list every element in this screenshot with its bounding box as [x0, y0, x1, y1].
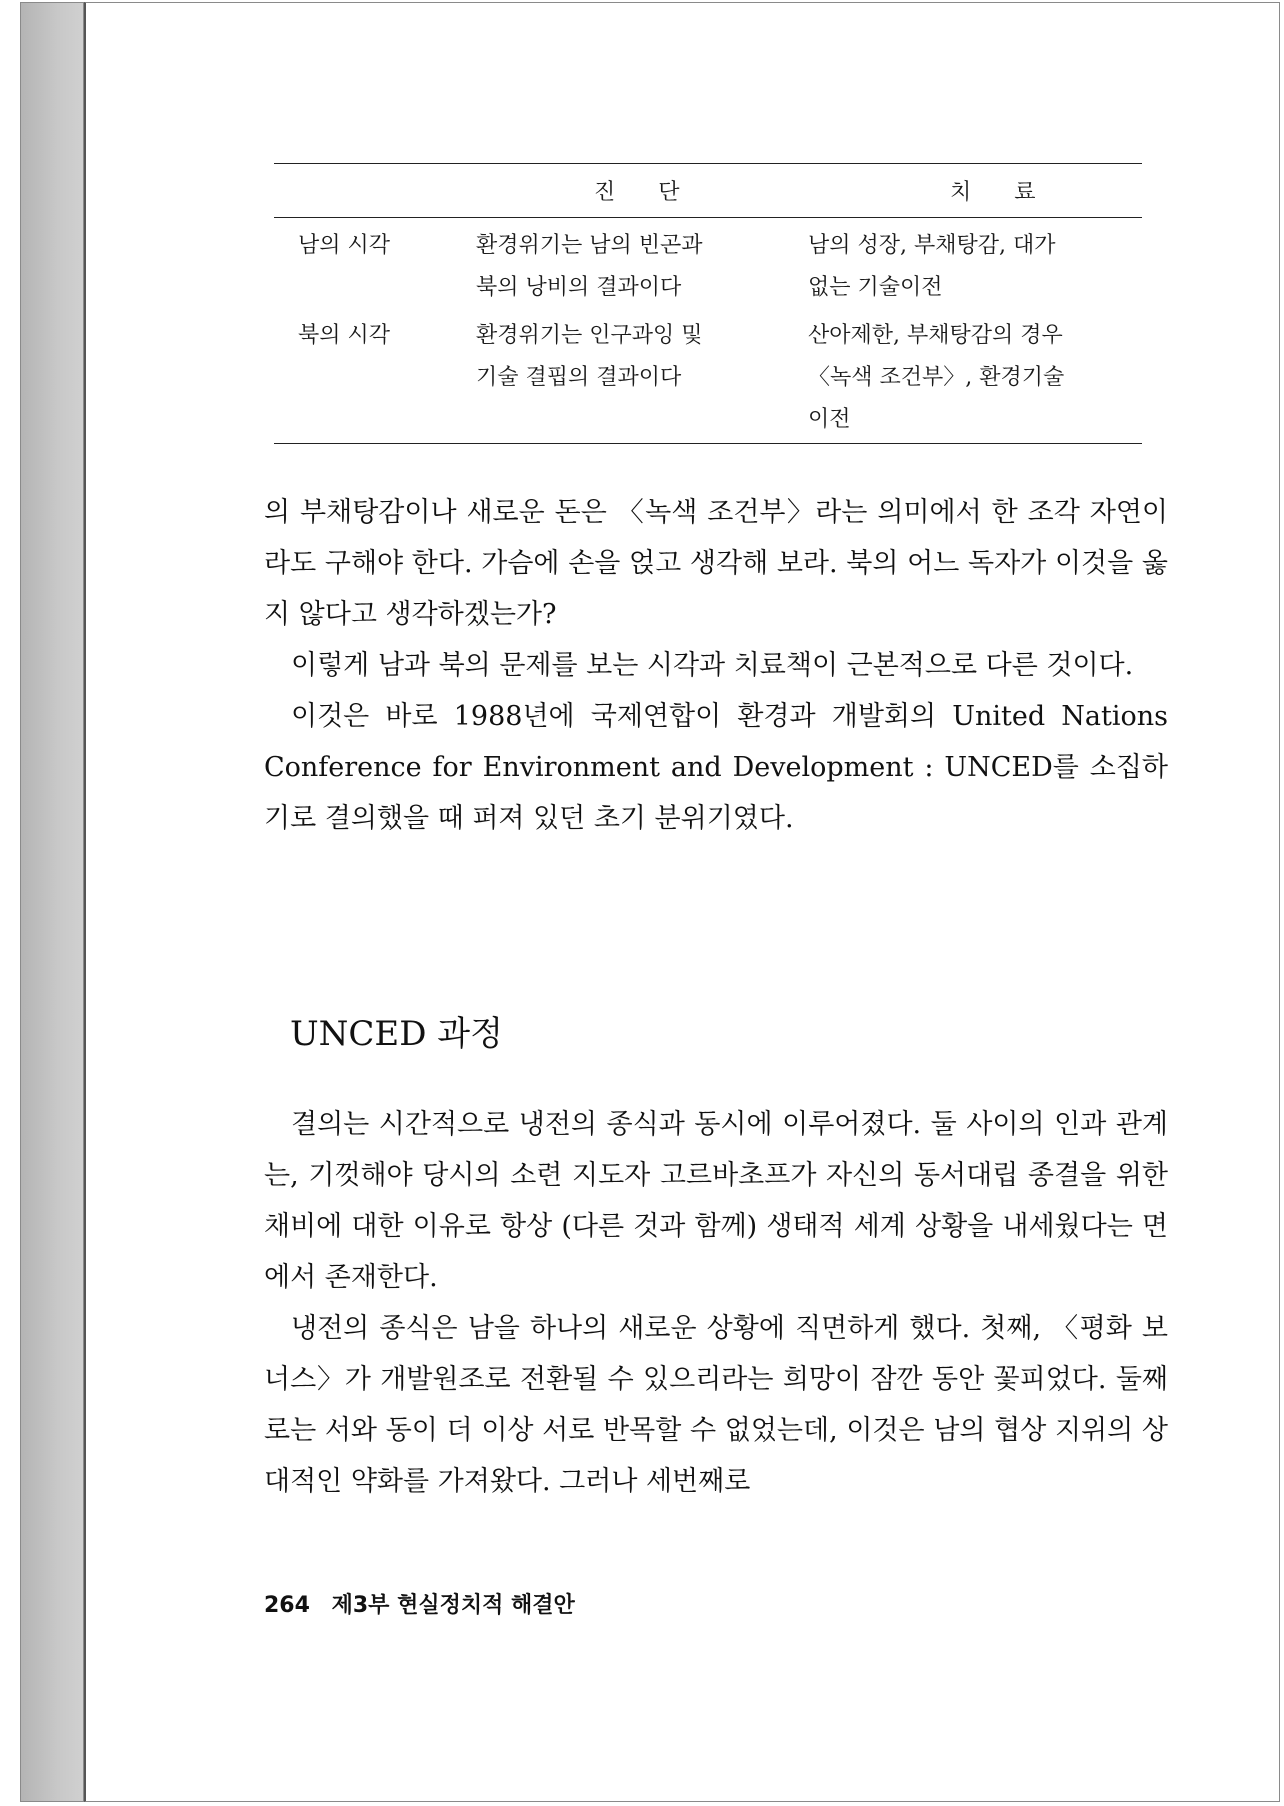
paragraph: 이렇게 남과 북의 문제를 보는 시각과 치료책이 근본적으로 다른 것이다. — [291, 650, 1134, 681]
body-text-section — [264, 1099, 1168, 1507]
table-cell-line: 기술 결핍의 결과이다 — [476, 365, 682, 390]
table-header-rule — [274, 217, 1142, 218]
section-heading: UNCED 과정 — [290, 1014, 503, 1054]
table-cell-line: 이전 — [808, 407, 851, 432]
running-title: 제3부 현실정치적 해결안 — [331, 1593, 575, 1618]
table-bottom-rule — [274, 443, 1142, 444]
table-cell-line: 환경위기는 인구과잉 및 — [476, 323, 703, 348]
table-header-diagnosis: 진 단 — [594, 180, 698, 205]
table-top-rule — [274, 163, 1142, 164]
table-cell-line: 없는 기술이전 — [808, 275, 943, 300]
page-footer — [264, 1588, 575, 1619]
table-cell-line: 환경위기는 남의 빈곤과 — [476, 233, 703, 258]
table-cell-diagnosis — [476, 225, 782, 309]
table-row-label: 남의 시각 — [298, 233, 391, 258]
table-header-treatment: 치 료 — [950, 180, 1054, 205]
table-cell-treatment — [808, 225, 1142, 309]
book-page — [84, 2, 1280, 1802]
paragraph: 냉전의 종식은 남을 하나의 새로운 상황에 직면하게 했다. 첫째, 〈평화 보너스〉가 개발원조로 전환될 수 있으리라는 희망이 잠깐 동안 꽃피었다. 둘째로는 서와 동이 더 이상 서로 반목할 수 없었는데, 이것은 남의 협상 지위의 상대적인 약화를 가져왔다. 그러나 세번째로 — [264, 1313, 1168, 1497]
table-cell-line: 〈녹색 조건부〉, 환경기술 — [808, 365, 1065, 390]
table-cell-line: 북의 낭비의 결과이다 — [476, 275, 682, 300]
table-cell-line: 산아제한, 부채탕감의 경우 — [808, 323, 1063, 348]
book-spine — [20, 2, 84, 1802]
table-row-label: 북의 시각 — [298, 323, 391, 348]
paragraph: 이것은 바로 1988년에 국제연합이 환경과 개발회의 United Nations Conference for Environment and Development : UNCED를 소집하기로 결의했을 때 퍼져 있던 초기 분위기였다. — [264, 701, 1168, 834]
page-number: 264 — [264, 1593, 310, 1618]
table-cell-treatment — [808, 315, 1142, 441]
body-text-top — [264, 487, 1168, 844]
table-cell-line: 남의 성장, 부채탕감, 대가 — [808, 233, 1056, 258]
table-cell-diagnosis — [476, 315, 782, 399]
paragraph: 의 부채탕감이나 새로운 돈은 〈녹색 조건부〉라는 의미에서 한 조각 자연이라도 구해야 한다. 가슴에 손을 얹고 생각해 보라. 북의 어느 독자가 이것을 옳지 않다고 생각하겠는가? — [264, 497, 1168, 630]
paragraph: 결의는 시간적으로 냉전의 종식과 동시에 이루어졌다. 둘 사이의 인과 관계는, 기껏해야 당시의 소련 지도자 고르바초프가 자신의 동서대립 종결을 위한 채비에 대한 이유로 항상 (다른 것과 함께) 생태적 세계 상황을 내세웠다는 면에서 존재한다. — [264, 1109, 1168, 1293]
